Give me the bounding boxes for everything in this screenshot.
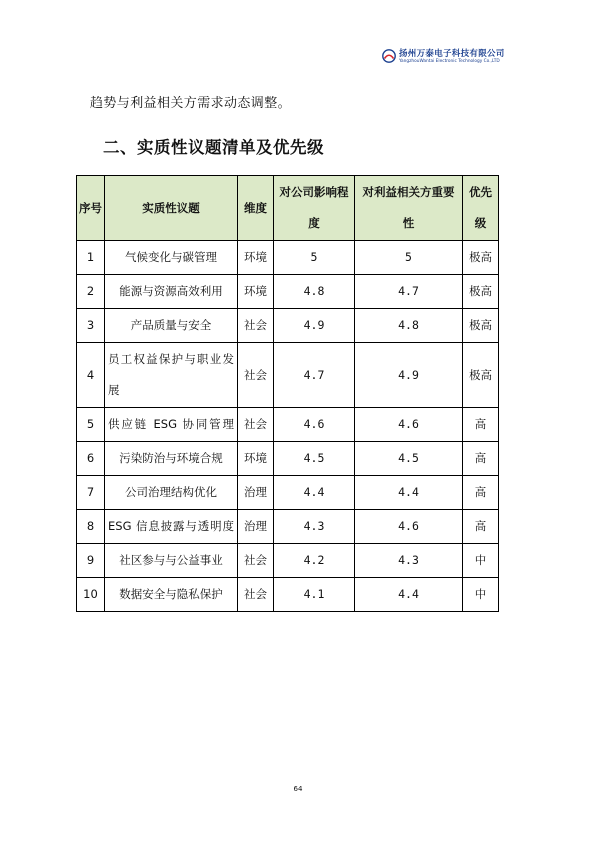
cell-topic: 气候变化与碳管理 [105,241,238,275]
cell-company-impact: 5 [274,241,355,275]
table-row [77,408,499,442]
cell-stakeholder-importance: 4.9 [355,343,463,408]
cell-priority: 极高 [463,343,499,408]
table-row [77,476,499,510]
cell-topic: 能源与资源高效利用 [105,275,238,309]
cell-company-impact: 4.3 [274,510,355,544]
cell-seq: 8 [77,510,105,544]
cell-dimension: 治理 [238,476,274,510]
intro-text: 趋势与利益相关方需求动态调整。 [90,96,292,111]
cell-dimension: 环境 [238,275,274,309]
cell-company-impact: 4.2 [274,544,355,578]
cell-priority: 极高 [463,241,499,275]
cell-dimension: 社会 [238,544,274,578]
cell-stakeholder-importance: 4.7 [355,275,463,309]
cell-stakeholder-importance: 5 [355,241,463,275]
cell-priority: 极高 [463,309,499,343]
company-name-cn: 扬州万泰电子科技有限公司 [399,49,505,59]
cell-company-impact: 4.9 [274,309,355,343]
cell-topic: 供应链 ESG 协同管理 [105,408,238,442]
cell-topic: 污染防治与环境合规 [105,442,238,476]
company-logo [382,47,522,69]
cell-seq: 3 [77,309,105,343]
cell-company-impact: 4.1 [274,578,355,612]
company-logo-icon [382,49,396,63]
cell-seq: 5 [77,408,105,442]
table-row [77,309,499,343]
cell-dimension: 环境 [238,241,274,275]
table-row [77,578,499,612]
cell-dimension: 社会 [238,578,274,612]
cell-stakeholder-importance: 4.6 [355,408,463,442]
cell-stakeholder-importance: 4.6 [355,510,463,544]
col-header-stakeholder-importance: 对利益相关方重要性 [355,176,463,241]
cell-priority: 中 [463,578,499,612]
table-row [77,544,499,578]
col-header-topic: 实质性议题 [105,176,238,241]
cell-priority: 高 [463,442,499,476]
cell-seq: 1 [77,241,105,275]
cell-stakeholder-importance: 4.5 [355,442,463,476]
cell-stakeholder-importance: 4.8 [355,309,463,343]
col-header-seq: 序号 [77,176,105,241]
table-row [77,275,499,309]
cell-dimension: 社会 [238,408,274,442]
cell-stakeholder-importance: 4.4 [355,476,463,510]
cell-company-impact: 4.8 [274,275,355,309]
cell-seq: 10 [77,578,105,612]
cell-priority: 高 [463,408,499,442]
col-header-dimension: 维度 [238,176,274,241]
cell-priority: 极高 [463,275,499,309]
table-row [77,343,499,408]
cell-stakeholder-importance: 4.3 [355,544,463,578]
cell-company-impact: 4.6 [274,408,355,442]
cell-dimension: 社会 [238,343,274,408]
cell-company-impact: 4.4 [274,476,355,510]
cell-topic: 数据安全与隐私保护 [105,578,238,612]
table-row [77,442,499,476]
cell-dimension: 环境 [238,442,274,476]
cell-stakeholder-importance: 4.4 [355,578,463,612]
cell-priority: 高 [463,510,499,544]
cell-priority: 高 [463,476,499,510]
cell-topic: ESG 信息披露与透明度 [105,510,238,544]
col-header-priority: 优先级 [463,176,499,241]
page-number: 64 [293,785,303,793]
cell-company-impact: 4.5 [274,442,355,476]
cell-dimension: 治理 [238,510,274,544]
section-heading: 二、实质性议题清单及优先级 [103,138,324,157]
col-header-company-impact: 对公司影响程度 [274,176,355,241]
cell-seq: 6 [77,442,105,476]
cell-topic: 公司治理结构优化 [105,476,238,510]
cell-topic: 员工权益保护与职业发展 [105,343,238,408]
table-row [77,241,499,275]
cell-seq: 2 [77,275,105,309]
cell-seq: 4 [77,343,105,408]
table-header-row [77,176,499,241]
cell-priority: 中 [463,544,499,578]
table-row [77,510,499,544]
cell-company-impact: 4.7 [274,343,355,408]
cell-topic: 产品质量与安全 [105,309,238,343]
cell-seq: 9 [77,544,105,578]
company-name-en: YangzhouWantai Electronic Technology Co.,LTD [399,59,500,64]
cell-seq: 7 [77,476,105,510]
cell-topic: 社区参与与公益事业 [105,544,238,578]
cell-dimension: 社会 [238,309,274,343]
materiality-table [76,175,499,612]
